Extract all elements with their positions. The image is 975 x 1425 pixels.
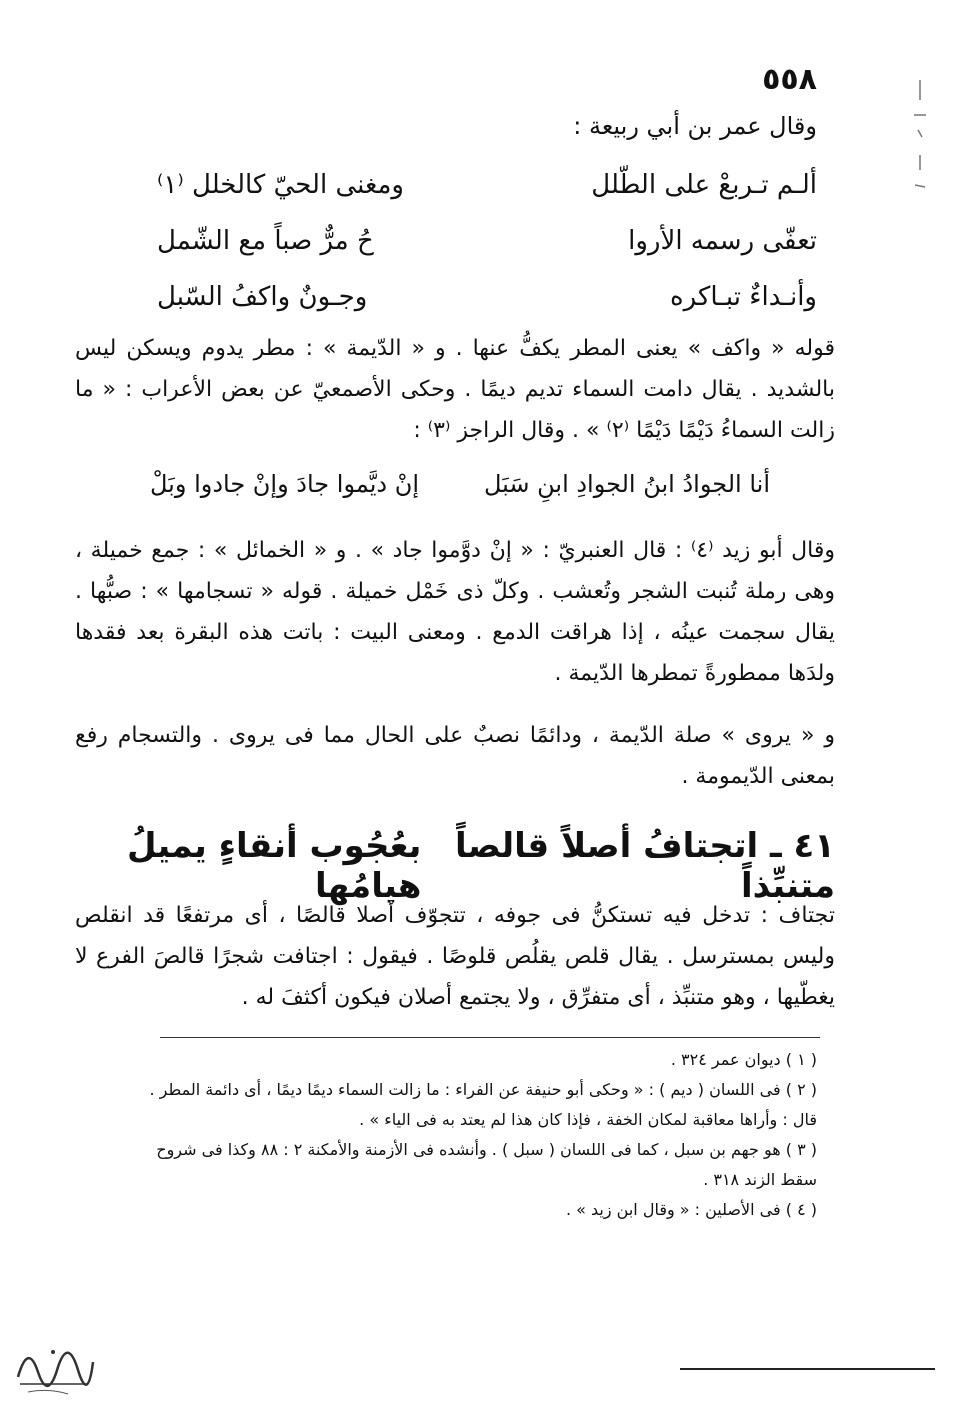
footnote-divider	[160, 1037, 820, 1038]
verse-second-hemistich: وجـونٌ واكفُ السّبل	[157, 282, 368, 312]
library-stamp-logo	[8, 1322, 98, 1402]
verse-first-hemistich: وأنـداءٌ تبـاكره	[670, 282, 817, 312]
page-number: ٥٥٨	[762, 62, 817, 97]
footnote-continuation: قال : وأراها معاقبة لمكان الخفة ، فإذا كان هذا لم يعتد به فى الياء » .	[359, 1110, 817, 1129]
commentary-paragraph-1: قوله « واكف » يعنى المطر يكفُّ عنها . و « الدّيمة » : مطر يدوم ويسكن ليس بالشديد . يقال دامت السماء تديم ديمًا . وحكى الأصمعيّ عن بعض الأعراب : « ما زالت السماءُ دَيْمًا دَيْمًا ⁽٢⁾ » . وقال الراجز ⁽٣⁾ :	[75, 336, 835, 443]
poem-verse	[157, 157, 817, 213]
footnote: ( ٢ ) فى اللسان ( ديم ) : « وحكى أبو حنيفة عن الفراء : ما زالت السماء ديمًا ديمًا ، أى دائمة المطر .	[149, 1080, 817, 1099]
footnote-continuation: سقط الزند ٣١٨ .	[703, 1170, 817, 1189]
main-verse-second: بعُجُوب أنقاءٍ يميلُ هيامُها	[126, 826, 422, 906]
verse-second-hemistich: ومغنى الحيّ كالخلل ⁽١⁾	[157, 170, 404, 200]
verse-first-hemistich: ألـم تـربعْ على الطّلل	[591, 170, 817, 200]
commentary-paragraph-3: و « يروى » صلة الدّيمة ، ودائمًا نصبٌ على الحال مما فى يروى . والتسجام رفع بمعنى الدّيمومة .	[75, 723, 835, 789]
rajaz-verse	[150, 470, 770, 498]
intro-line: وقال عمر بن أبي ربيعة :	[573, 112, 817, 140]
poem-verse	[157, 269, 817, 325]
footnote: ( ١ ) ديوان عمر ٣٢٤ .	[670, 1050, 817, 1069]
poem-verse	[157, 213, 817, 269]
verse-first-hemistich: تعفّى رسمه الأروا	[628, 226, 817, 256]
commentary-paragraph-2: وقال أبو زيد ⁽٤⁾ : قال العنبريّ : « إنْ دوَّموا جاد » . و « الخمائل » : جمع خميلة ، وهى رملة تُنبت الشجر وتُعشب . وكلّ ذى خَمْل خميلة . قوله « تسجامها » : صبُّها . يقال سجمت عينُه ، إذا هراقت الدمع . ومعنى البيت : باتت هذه البقرة بعد فقدها ولدَها ممطورةً تمطرها الدّيمة .	[75, 538, 835, 686]
commentary-paragraph-4: تجتاف : تدخل فيه تستكنُّ فى جوفه ، تتجوّف أصلا قالصًا ، أى مرتفعًا قد انقلص وليس بمسترسل . يقال قلص يقلُص قلوصًا . فيقول : اجتافت شجرًا قالصَ الفرع لا يغطّيها ، وهو متنبِّذ ، أى متفرِّق ، ولا يجتمع أصلان فيكون أكثفَ له .	[75, 903, 835, 1010]
main-verse-first: ٤١ ـ اتجتافُ أصلاً قالصاً متنبِّذاً	[455, 826, 835, 906]
bottom-divider	[680, 1368, 935, 1370]
main-verse-41	[70, 826, 835, 906]
footnote: ( ٤ ) فى الأصلين : « وقال ابن زيد » .	[565, 1200, 817, 1219]
verse-second-hemistich: حُ مرٌّ صباً مع الشّمل	[157, 226, 374, 256]
poem	[157, 157, 817, 325]
margin-marks	[900, 75, 940, 225]
rajaz-first: أنا الجوادُ ابنُ الجوادِ ابنِ سَبَل	[483, 470, 770, 498]
footnotes	[72, 1045, 817, 1225]
footnote: ( ٣ ) هو جهم بن سبل ، كما فى اللسان ( سبل ) . وأنشده فى الأزمنة والأمكنة ٢ : ٨٨ وكذا فى شروح	[156, 1140, 817, 1159]
rajaz-second: إنْ ديَّموا جادَ وإنْ جادوا وبَلْ	[150, 470, 420, 498]
